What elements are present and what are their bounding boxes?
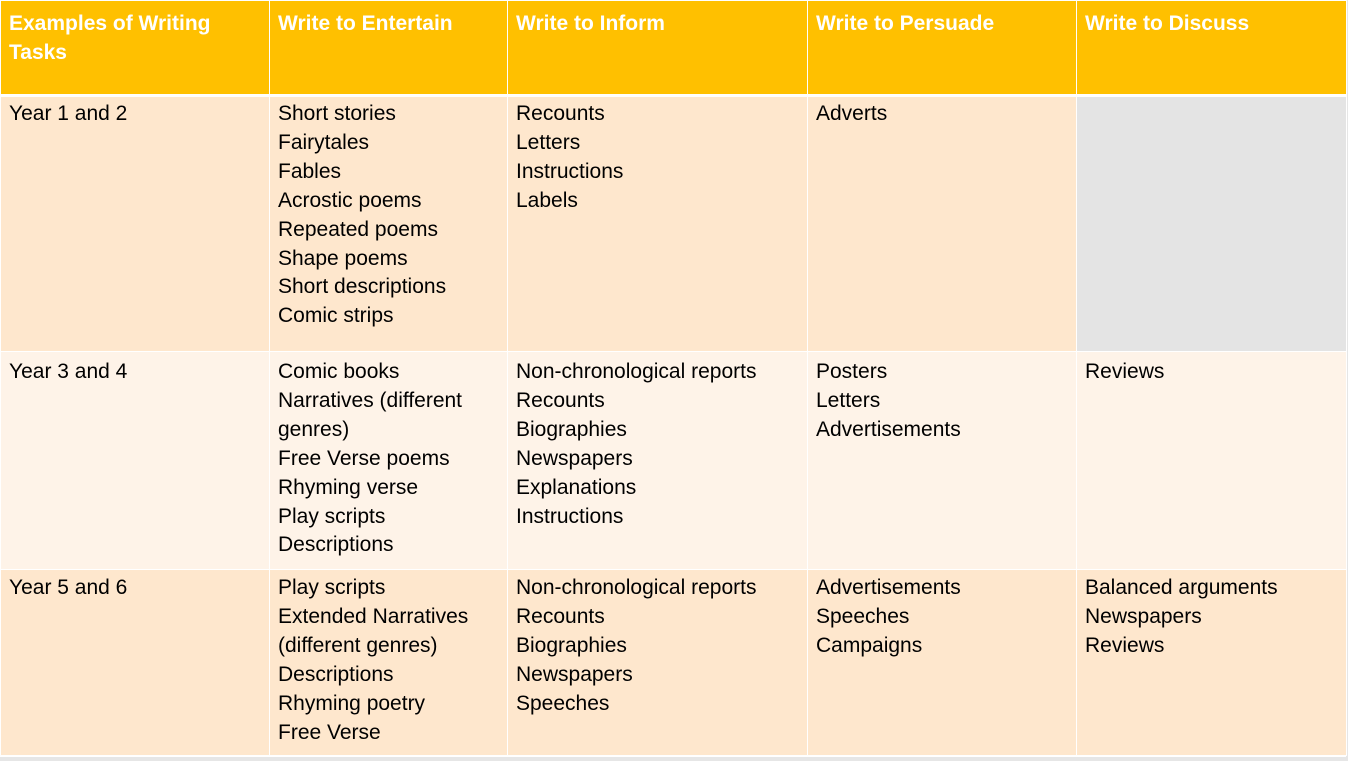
list-item: Advertisements <box>816 417 961 441</box>
list-item: Speeches <box>816 604 910 628</box>
list-item: Play scripts <box>278 576 386 599</box>
list-item: Descriptions <box>278 662 394 686</box>
entertain-cell <box>270 96 508 352</box>
table-row-year-3-4 <box>1 352 1347 570</box>
header-discuss: Write to Discuss <box>1077 1 1347 96</box>
list-item: Biographies <box>516 633 627 657</box>
discuss-cell-empty <box>1077 96 1347 352</box>
list-item: Newspapers <box>1085 604 1202 628</box>
list-item: Non-chronological reports <box>516 576 757 599</box>
list-item: Newspapers <box>516 446 633 470</box>
table-row-year-5-6 <box>1 570 1347 756</box>
header-persuade: Write to Persuade <box>808 1 1077 96</box>
list-item: Biographies <box>516 417 627 441</box>
row-label: Year 1 and 2 <box>1 96 270 352</box>
list-item: Repeated poems <box>278 217 438 241</box>
inform-cell <box>508 352 808 570</box>
list-item: Reviews <box>1085 633 1165 657</box>
header-inform: Write to Inform <box>508 1 808 96</box>
list-item: Instructions <box>516 159 624 183</box>
header-entertain: Write to Entertain <box>270 1 508 96</box>
list-item: Descriptions <box>278 533 394 557</box>
inform-cell <box>508 96 808 352</box>
list-item: Extended Narratives (different genres) <box>278 604 469 657</box>
list-item: Campaigns <box>816 633 923 657</box>
list-item: Comic strips <box>278 304 394 328</box>
persuade-cell <box>808 352 1077 570</box>
list-item: Play scripts <box>278 504 386 528</box>
discuss-cell <box>1077 570 1347 756</box>
list-item: Recounts <box>516 388 605 412</box>
list-item: Balanced arguments <box>1085 576 1278 599</box>
list-item: Posters <box>816 360 888 383</box>
list-item: Short descriptions <box>278 275 447 299</box>
list-item: Newspapers <box>516 662 633 686</box>
row-label: Year 3 and 4 <box>1 352 270 570</box>
list-item: Labels <box>516 188 578 212</box>
discuss-cell <box>1077 352 1347 570</box>
list-item: Non-chronological reports <box>516 360 757 383</box>
list-item: Advertisements <box>816 576 961 599</box>
list-item: Rhyming poetry <box>278 691 426 715</box>
persuade-cell <box>808 96 1077 352</box>
list-item: Acrostic poems <box>278 188 422 212</box>
list-item: Letters <box>816 388 881 412</box>
table-row-year-1-2 <box>1 96 1347 352</box>
list-item: Recounts <box>516 102 605 125</box>
header-examples: Examples of Writing Tasks <box>1 1 270 96</box>
row-label: Year 5 and 6 <box>1 570 270 756</box>
list-item: Narratives (different genres) <box>278 388 463 441</box>
entertain-cell <box>270 570 508 756</box>
list-item: Comic books <box>278 360 400 383</box>
header-row <box>1 1 1347 96</box>
list-item: Shape poems <box>278 246 408 270</box>
list-item: Instructions <box>516 504 624 528</box>
list-item: Fables <box>278 159 342 183</box>
persuade-cell <box>808 570 1077 756</box>
list-item: Free Verse <box>278 720 381 744</box>
list-item: Speeches <box>516 691 610 715</box>
list-item: Adverts <box>816 102 888 125</box>
list-item: Fairytales <box>278 130 370 154</box>
list-item: Letters <box>516 130 581 154</box>
list-item: Explanations <box>516 475 637 499</box>
list-item: Rhyming verse <box>278 475 419 499</box>
list-item: Free Verse poems <box>278 446 450 470</box>
list-item: Reviews <box>1085 360 1165 383</box>
inform-cell <box>508 570 808 756</box>
list-item: Recounts <box>516 604 605 628</box>
entertain-cell <box>270 352 508 570</box>
list-item: Short stories <box>278 102 396 125</box>
